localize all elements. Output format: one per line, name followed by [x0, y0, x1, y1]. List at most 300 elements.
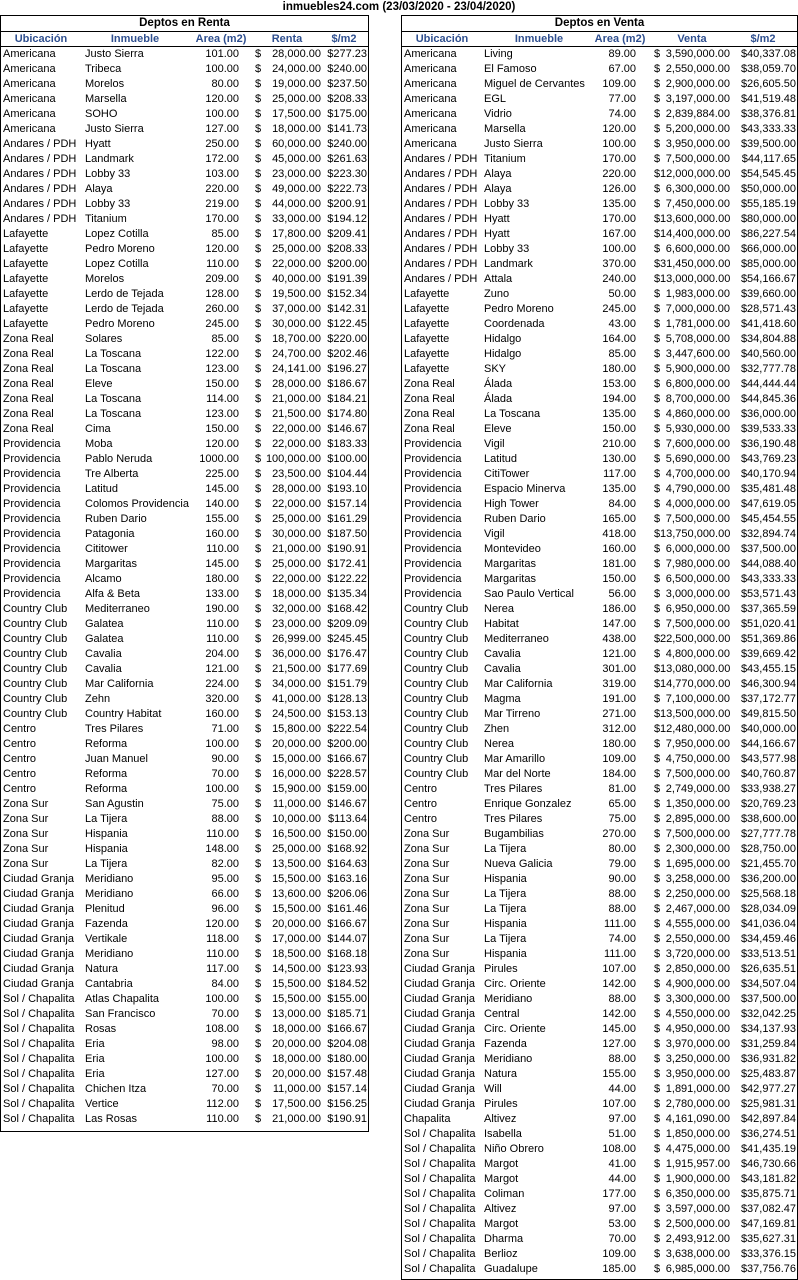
cell-amount: 3,447,600.00 [665, 348, 730, 360]
cell-area: 100.00 [205, 108, 239, 120]
cell-amount: 13,750,000.00 [660, 528, 731, 540]
cell-amount: 18,700.00 [272, 333, 321, 345]
cell-property: Isabella [484, 1128, 522, 1140]
cell-location: Americana [404, 123, 457, 135]
cell-location: Lafayette [404, 363, 450, 375]
cell-area: 164.00 [602, 333, 636, 345]
cell-amount: 22,000.00 [272, 498, 321, 510]
cell-currency-symbol: $ [255, 633, 262, 645]
cell-location: Andares / PDH [404, 243, 478, 255]
cell-property: Meridiano [85, 873, 134, 885]
table-row [1, 257, 368, 272]
cell-property: La Tijera [85, 858, 128, 870]
table-row [402, 797, 797, 812]
cell-currency-symbol: $ [255, 783, 262, 795]
cell-location: Andares / PDH [3, 138, 77, 150]
cell-location: Zona Real [404, 423, 455, 435]
cell-price-per-m2: $53,571.43 [740, 588, 796, 600]
table-row [402, 347, 797, 362]
cell-area: 109.00 [602, 78, 636, 90]
cell-price-per-m2: $208.33 [327, 243, 367, 255]
cell-currency-symbol: $ [255, 153, 262, 165]
cell-property: Ruben Dario [484, 513, 546, 525]
cell-property: Pedro Moreno [484, 303, 554, 315]
cell-amount: 6,300,000.00 [665, 183, 730, 195]
cell-currency-symbol: $ [654, 783, 661, 795]
cell-price-per-m2: $55,185.19 [740, 198, 796, 210]
cell-property: Hidalgo [484, 348, 522, 360]
cell-amount: 11,000.00 [272, 798, 321, 810]
cell-price-per-m2: $184.52 [327, 978, 367, 990]
cell-property: Vidrio [484, 108, 512, 120]
table-row [1, 332, 368, 347]
cell-area: 84.00 [211, 978, 239, 990]
cell-area: 184.00 [602, 768, 636, 780]
cell-price-per-m2: $39,500.00 [740, 138, 796, 150]
cell-location: Ciudad Granja [404, 978, 475, 990]
cell-amount: 6,350,000.00 [665, 1188, 730, 1200]
cell-area: 245.00 [602, 303, 636, 315]
table-row [1, 1082, 368, 1097]
cell-location: Andares / PDH [404, 183, 478, 195]
cell-property: Hyatt [484, 213, 510, 225]
table-row [1, 182, 368, 197]
cell-area: 260.00 [205, 303, 239, 315]
cell-currency-symbol: $ [654, 963, 661, 975]
cell-property: Attala [484, 273, 513, 285]
cell-currency-symbol: $ [654, 813, 661, 825]
cell-location: Ciudad Granja [404, 1023, 475, 1035]
cell-price-per-m2: $37,500.00 [740, 543, 796, 555]
cell-area: 301.00 [602, 663, 636, 675]
cell-price-per-m2: $32,042.25 [740, 1008, 796, 1020]
table-row [402, 197, 797, 212]
table-row [1, 452, 368, 467]
table-row [402, 842, 797, 857]
cell-currency-symbol: $ [654, 1113, 661, 1125]
cell-location: Lafayette [404, 333, 450, 345]
table-row [402, 377, 797, 392]
cell-currency-symbol: $ [255, 63, 262, 75]
cell-area: 250.00 [205, 138, 239, 150]
cell-price-per-m2: $146.67 [327, 798, 367, 810]
table-row [1, 302, 368, 317]
cell-price-per-m2: $35,875.71 [740, 1188, 796, 1200]
table-row [1, 512, 368, 527]
cell-currency-symbol: $ [654, 438, 661, 450]
cell-price-per-m2: $142.31 [327, 303, 367, 315]
cell-property: Lobby 33 [85, 198, 131, 210]
cell-currency-symbol: $ [255, 573, 262, 585]
cell-amount: 6,950,000.00 [665, 603, 730, 615]
cell-currency-symbol: $ [255, 888, 262, 900]
cell-currency-symbol: $ [654, 348, 661, 360]
cell-amount: 1,350,000.00 [665, 798, 730, 810]
table-row [402, 62, 797, 77]
cell-amount: 3,970,000.00 [665, 1038, 730, 1050]
table-row [402, 1202, 797, 1217]
cell-currency-symbol: $ [654, 108, 661, 120]
cell-area: 81.00 [608, 783, 636, 795]
cell-property: Vigil [484, 528, 505, 540]
table-row [1, 932, 368, 947]
cell-currency-symbol: $ [654, 1098, 661, 1110]
cell-currency-symbol: $ [654, 1053, 661, 1065]
cell-price-per-m2: $159.00 [327, 783, 367, 795]
sale-header-property: Inmueble [514, 33, 564, 45]
cell-location: Country Club [404, 708, 469, 720]
cell-area: 120.00 [602, 123, 636, 135]
cell-price-per-m2: $100.00 [327, 453, 367, 465]
cell-location: Centro [3, 783, 37, 795]
cell-property: Álada [484, 393, 513, 405]
cell-property: Galatea [85, 618, 124, 630]
cell-price-per-m2: $40,000.00 [740, 723, 796, 735]
cell-currency-symbol: $ [255, 858, 262, 870]
cell-area: 100.00 [205, 738, 239, 750]
cell-property: La Toscana [484, 408, 541, 420]
cell-currency-symbol: $ [255, 483, 262, 495]
cell-amount: 4,700,000.00 [665, 468, 730, 480]
cell-location: Providencia [3, 453, 61, 465]
cell-location: Sol / Chapalita [404, 1248, 476, 1260]
cell-amount: 14,400,000.00 [660, 228, 731, 240]
cell-location: Sol / Chapalita [404, 1158, 476, 1170]
table-row [402, 422, 797, 437]
cell-amount: 4,475,000.00 [665, 1143, 730, 1155]
cell-price-per-m2: $204.08 [327, 1038, 367, 1050]
table-row [1, 1037, 368, 1052]
cell-area: 220.00 [602, 168, 636, 180]
cell-price-per-m2: $186.67 [327, 378, 367, 390]
cell-amount: 3,950,000.00 [665, 138, 730, 150]
cell-amount: 7,500,000.00 [665, 768, 730, 780]
cell-area: 88.00 [608, 993, 636, 1005]
cell-location: Sol / Chapalita [404, 1203, 476, 1215]
cell-price-per-m2: $141.73 [327, 123, 367, 135]
table-row [402, 737, 797, 752]
table-row [1, 857, 368, 872]
cell-property: Bugambilias [484, 828, 544, 840]
cell-property: Mar California [484, 678, 553, 690]
cell-property: Morelos [85, 78, 125, 90]
cell-property: Meridiano [484, 993, 533, 1005]
cell-area: 71.00 [211, 723, 239, 735]
cell-currency-symbol: $ [654, 648, 661, 660]
cell-property: Lobby 33 [85, 168, 131, 180]
cell-location: Americana [404, 78, 457, 90]
cell-price-per-m2: $44,845.36 [740, 393, 796, 405]
cell-location: Sol / Chapalita [3, 1113, 75, 1125]
table-row [402, 1127, 797, 1142]
cell-amount: 16,500.00 [272, 828, 321, 840]
cell-area: 194.00 [602, 393, 636, 405]
cell-currency-symbol: $ [255, 948, 262, 960]
cell-property: Titanium [85, 213, 127, 225]
cell-area: 135.00 [602, 198, 636, 210]
cell-area: 418.00 [602, 528, 636, 540]
cell-property: Vertikale [85, 933, 128, 945]
cell-price-per-m2: $240.00 [327, 63, 367, 75]
cell-location: Lafayette [3, 288, 49, 300]
table-row [1, 167, 368, 182]
cell-amount: 18,000.00 [272, 588, 321, 600]
cell-location: Americana [3, 108, 56, 120]
cell-property: Espacio Minerva [484, 483, 566, 495]
cell-amount: 36,000.00 [272, 648, 321, 660]
cell-price-per-m2: $36,190.48 [740, 438, 796, 450]
cell-property: Zuno [484, 288, 510, 300]
table-row [402, 872, 797, 887]
cell-location: Andares / PDH [404, 198, 478, 210]
cell-property: Hidalgo [484, 333, 522, 345]
cell-amount: 18,000.00 [272, 123, 321, 135]
cell-currency-symbol: $ [654, 513, 661, 525]
cell-price-per-m2: $222.54 [327, 723, 367, 735]
cell-currency-symbol: $ [654, 378, 661, 390]
cell-currency-symbol: $ [654, 303, 661, 315]
cell-price-per-m2: $34,137.93 [740, 1023, 796, 1035]
cell-price-per-m2: $223.30 [327, 168, 367, 180]
cell-property: Tres Pilares [484, 813, 543, 825]
cell-amount: 13,000.00 [272, 1008, 321, 1020]
cell-amount: 20,000.00 [272, 918, 321, 930]
cell-currency-symbol: $ [654, 78, 661, 90]
cell-currency-symbol: $ [654, 558, 661, 570]
cell-property: Zhen [484, 723, 510, 735]
cell-amount: 15,800.00 [272, 723, 321, 735]
cell-price-per-m2: $41,519.48 [740, 93, 796, 105]
table-row [1, 962, 368, 977]
cell-price-per-m2: $80,000.00 [740, 213, 796, 225]
table-row [402, 272, 797, 287]
table-row [402, 1097, 797, 1112]
table-row [1, 722, 368, 737]
table-row [402, 107, 797, 122]
cell-amount: 15,000.00 [272, 753, 321, 765]
cell-amount: 7,500,000.00 [665, 513, 730, 525]
cell-location: Country Club [3, 633, 68, 645]
table-row [402, 362, 797, 377]
rent-header-rent: Renta [271, 33, 303, 45]
cell-property: Hispania [484, 918, 527, 930]
cell-amount: 7,600,000.00 [665, 438, 730, 450]
cell-property: Eria [85, 1053, 105, 1065]
table-row [402, 122, 797, 137]
cell-area: 209.00 [205, 273, 239, 285]
table-row [402, 1037, 797, 1052]
cell-currency-symbol: $ [654, 483, 661, 495]
table-row [1, 137, 368, 152]
table-row [402, 572, 797, 587]
cell-property: Margaritas [484, 573, 536, 585]
cell-price-per-m2: $180.00 [327, 1053, 367, 1065]
cell-currency-symbol: $ [654, 138, 661, 150]
cell-price-per-m2: $26,635.51 [740, 963, 796, 975]
cell-currency-symbol: $ [255, 708, 262, 720]
table-row [1, 887, 368, 902]
cell-currency-symbol: $ [255, 723, 262, 735]
cell-price-per-m2: $222.73 [327, 183, 367, 195]
cell-location: Sol / Chapalita [404, 1188, 476, 1200]
cell-price-per-m2: $27,777.78 [740, 828, 796, 840]
cell-location: Country Club [404, 693, 469, 705]
cell-location: Zona Sur [404, 933, 450, 945]
cell-currency-symbol: $ [654, 408, 661, 420]
cell-area: 135.00 [602, 483, 636, 495]
table-row [402, 857, 797, 872]
cell-amount: 4,790,000.00 [665, 483, 730, 495]
cell-area: 88.00 [608, 1053, 636, 1065]
cell-amount: 7,950,000.00 [665, 738, 730, 750]
cell-location: Sol / Chapalita [3, 993, 75, 1005]
table-row [402, 917, 797, 932]
cell-area: 127.00 [205, 1068, 239, 1080]
cell-price-per-m2: $28,034.09 [740, 903, 796, 915]
table-row [1, 737, 368, 752]
cell-area: 127.00 [205, 123, 239, 135]
table-row [402, 707, 797, 722]
table-row [402, 1262, 797, 1277]
table-row [402, 542, 797, 557]
cell-currency-symbol: $ [654, 453, 661, 465]
rent-table-body [1, 47, 368, 1127]
cell-price-per-m2: $168.18 [327, 948, 367, 960]
cell-price-per-m2: $36,000.00 [740, 408, 796, 420]
cell-property: Juan Manuel [85, 753, 148, 765]
cell-currency-symbol: $ [255, 693, 262, 705]
cell-area: 240.00 [602, 273, 636, 285]
cell-property: Reforma [85, 738, 128, 750]
cell-area: 181.00 [602, 558, 636, 570]
sale-header-sale-price: Venta [677, 33, 707, 45]
cell-amount: 6,600,000.00 [665, 243, 730, 255]
cell-currency-symbol: $ [255, 183, 262, 195]
cell-amount: 23,000.00 [272, 618, 321, 630]
cell-area: 70.00 [608, 1233, 636, 1245]
cell-location: Sol / Chapalita [3, 1098, 75, 1110]
cell-currency-symbol: $ [255, 558, 262, 570]
cell-price-per-m2: $190.91 [327, 1113, 367, 1125]
cell-price-per-m2: $200.00 [327, 258, 367, 270]
cell-property: Berlioz [484, 1248, 518, 1260]
cell-amount: 2,493,912.00 [665, 1233, 730, 1245]
table-row [1, 782, 368, 797]
cell-price-per-m2: $122.22 [327, 573, 367, 585]
cell-currency-symbol: $ [654, 1083, 661, 1095]
cell-amount: 2,550,000.00 [665, 63, 730, 75]
cell-price-per-m2: $193.10 [327, 483, 367, 495]
cell-price-per-m2: $240.00 [327, 138, 367, 150]
cell-area: 270.00 [602, 828, 636, 840]
cell-currency-symbol: $ [654, 1188, 661, 1200]
cell-amount: 6,000,000.00 [665, 543, 730, 555]
cell-amount: 25,000.00 [272, 93, 321, 105]
cell-amount: 17,500.00 [272, 108, 321, 120]
cell-price-per-m2: $44,088.40 [740, 558, 796, 570]
cell-area: 165.00 [602, 513, 636, 525]
cell-property: Margaritas [85, 558, 137, 570]
cell-property: Eria [85, 1038, 105, 1050]
cell-location: Country Club [3, 648, 68, 660]
cell-price-per-m2: $38,600.00 [740, 813, 796, 825]
cell-price-per-m2: $34,804.88 [740, 333, 796, 345]
cell-property: La Toscana [85, 363, 142, 375]
cell-amount: 2,780,000.00 [665, 1098, 730, 1110]
cell-amount: 1,781,000.00 [665, 318, 730, 330]
table-row [402, 287, 797, 302]
cell-location: Providencia [404, 438, 462, 450]
cell-currency-symbol: $ [654, 588, 661, 600]
cell-property: Alfa & Beta [85, 588, 141, 600]
cell-currency-symbol: $ [255, 1098, 262, 1110]
cell-price-per-m2: $43,333.33 [740, 123, 796, 135]
cell-currency-symbol: $ [654, 1038, 661, 1050]
table-row [402, 992, 797, 1007]
table-row [402, 692, 797, 707]
table-row [1, 47, 368, 62]
cell-currency-symbol: $ [654, 318, 661, 330]
cell-currency-symbol: $ [654, 1008, 661, 1020]
cell-amount: 2,300,000.00 [665, 843, 730, 855]
cell-area: 172.00 [205, 153, 239, 165]
cell-location: Country Club [404, 768, 469, 780]
cell-amount: 2,500,000.00 [665, 1218, 730, 1230]
cell-area: 66.00 [211, 888, 239, 900]
cell-property: Alaya [484, 168, 512, 180]
cell-property: Guadalupe [484, 1263, 538, 1275]
cell-currency-symbol: $ [654, 678, 661, 690]
cell-area: 97.00 [608, 1203, 636, 1215]
table-row [402, 467, 797, 482]
cell-location: Zona Real [3, 348, 54, 360]
cell-property: La Tijera [484, 903, 527, 915]
cell-area: 191.00 [602, 693, 636, 705]
cell-location: Providencia [3, 558, 61, 570]
cell-location: Zona Real [3, 333, 54, 345]
cell-price-per-m2: $25,483.87 [740, 1068, 796, 1080]
cell-area: 120.00 [205, 438, 239, 450]
cell-property: Cima [85, 423, 111, 435]
cell-currency-symbol: $ [255, 753, 262, 765]
cell-currency-symbol: $ [654, 993, 661, 1005]
cell-currency-symbol: $ [255, 543, 262, 555]
cell-location: Providencia [404, 483, 462, 495]
cell-price-per-m2: $175.00 [327, 108, 367, 120]
cell-amount: 100,000.00 [265, 453, 321, 465]
cell-currency-symbol: $ [255, 903, 262, 915]
cell-property: Tres Pilares [85, 723, 144, 735]
cell-amount: 7,500,000.00 [665, 618, 730, 630]
cell-price-per-m2: $164.63 [327, 858, 367, 870]
cell-price-per-m2: $156.25 [327, 1098, 367, 1110]
cell-location: Ciudad Granja [404, 993, 475, 1005]
cell-price-per-m2: $51,020.41 [740, 618, 796, 630]
table-row [402, 602, 797, 617]
cell-property: Margot [484, 1218, 519, 1230]
cell-currency-symbol: $ [255, 438, 262, 450]
table-row [402, 557, 797, 572]
cell-amount: 13,500.00 [272, 858, 321, 870]
cell-area: 107.00 [602, 1098, 636, 1110]
cell-amount: 14,500.00 [272, 963, 321, 975]
table-row [402, 782, 797, 797]
table-row [402, 1232, 797, 1247]
cell-price-per-m2: $51,369.86 [740, 633, 796, 645]
cell-amount: 24,700.00 [272, 348, 321, 360]
cell-property: Enrique Gonzalez [484, 798, 572, 810]
cell-area: 88.00 [211, 813, 239, 825]
